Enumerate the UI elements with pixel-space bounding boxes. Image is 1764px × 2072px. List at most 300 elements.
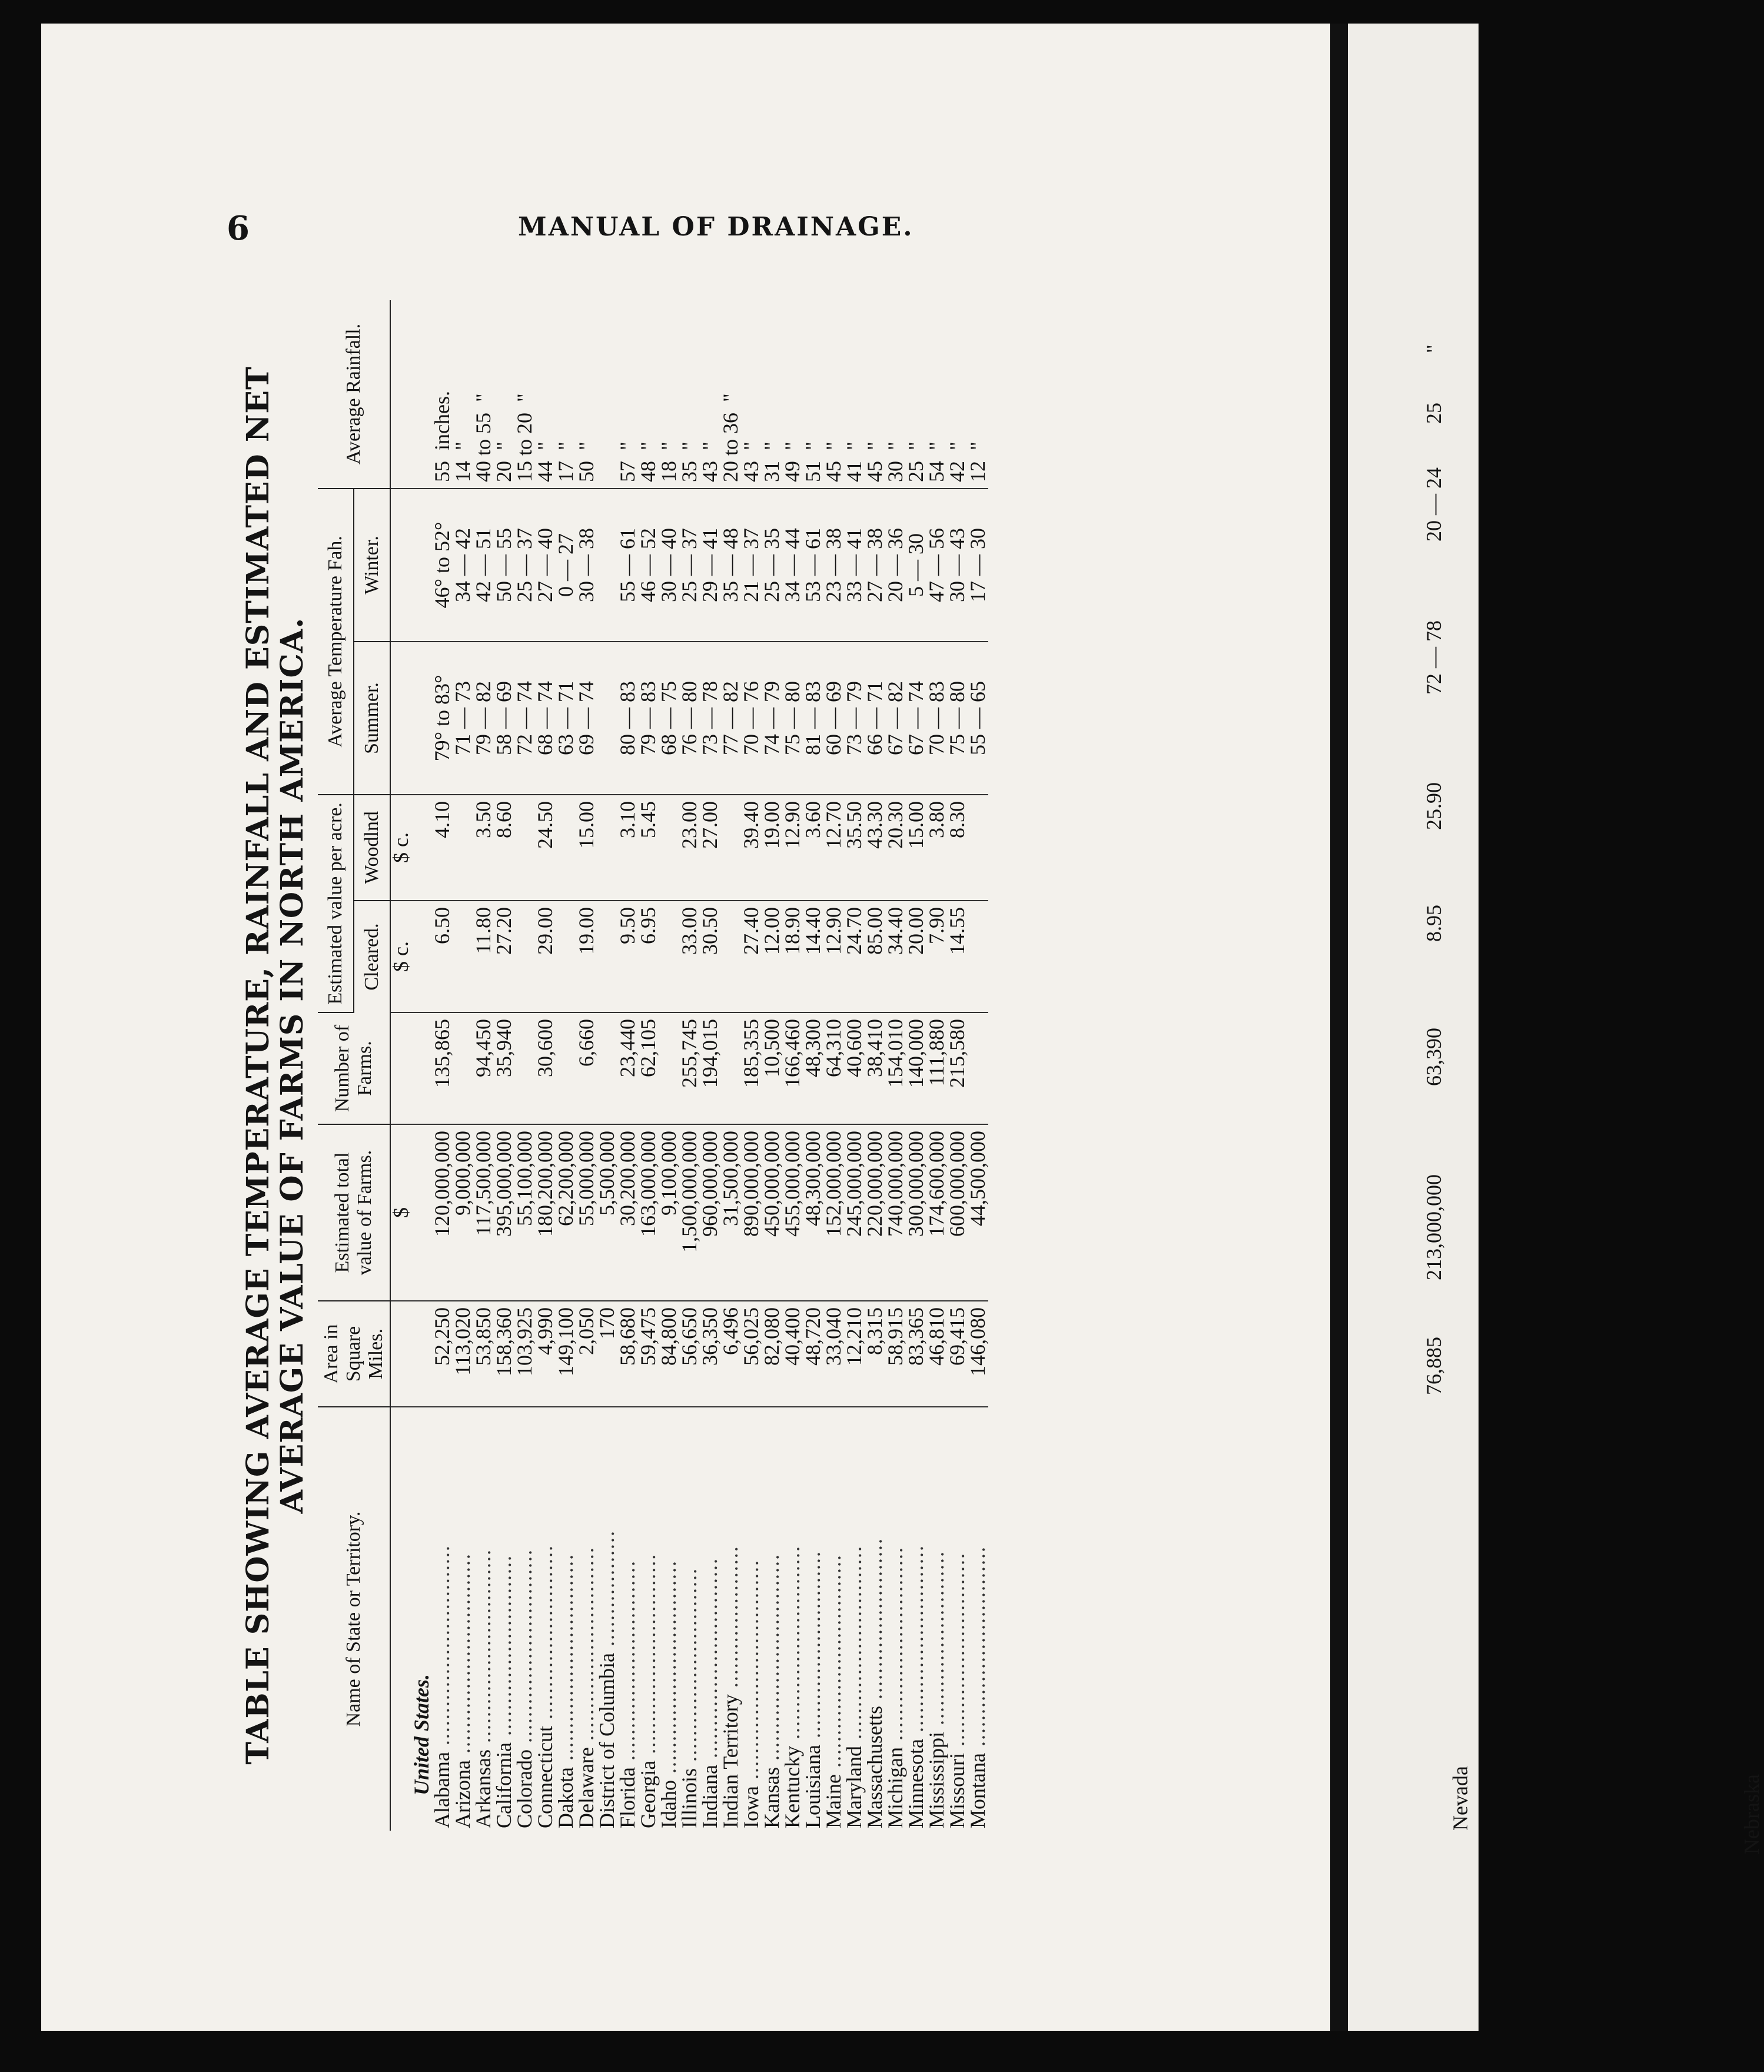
row-area: 56,650 bbox=[679, 1301, 700, 1407]
row-cleared bbox=[968, 901, 988, 1012]
row-name: Colorado .............................. bbox=[513, 1549, 536, 1828]
cont-value: 213,000,000 bbox=[1422, 1174, 1446, 1280]
cont-cleared: 8.95 bbox=[1422, 905, 1446, 942]
rotated-table-block bbox=[241, 300, 1254, 1831]
row-total-value: 245,000,000 bbox=[844, 1124, 865, 1301]
row-farms: 62,105 bbox=[638, 1012, 659, 1124]
row-winter: 30 — 43 bbox=[947, 489, 968, 642]
row-name: Michigan .............................. bbox=[883, 1546, 907, 1828]
row-rainfall: 57" bbox=[617, 300, 638, 489]
row-total-value: 455,000,000 bbox=[782, 1124, 803, 1301]
row-winter: 25 — 35 bbox=[762, 489, 782, 642]
row-cleared: 6.50 bbox=[432, 901, 453, 1012]
row-total-value: 62,200,000 bbox=[556, 1124, 576, 1301]
table-row bbox=[700, 300, 720, 1831]
row-winter: 53 — 61 bbox=[803, 489, 823, 642]
row-total-value: 30,200,000 bbox=[617, 1124, 638, 1301]
row-woodland: 24.50 bbox=[535, 795, 556, 901]
row-woodland bbox=[556, 795, 576, 901]
row-woodland: 23.00 bbox=[679, 795, 700, 901]
row-farms: 10,500 bbox=[762, 1012, 782, 1124]
row-total-value: 55,100,000 bbox=[514, 1124, 535, 1301]
table-row bbox=[782, 300, 803, 1831]
table-row bbox=[803, 300, 823, 1831]
header-summer: Summer. bbox=[354, 642, 390, 795]
row-rainfall: 31" bbox=[762, 300, 782, 489]
row-woodland: 8.30 bbox=[947, 795, 968, 901]
row-total-value: 152,000,000 bbox=[823, 1124, 844, 1301]
row-winter: 30 — 40 bbox=[659, 489, 679, 642]
table-title-line-1: TABLE SHOWING AVERAGE TEMPERATURE, RAINFALL AND ESTIMATED NET bbox=[240, 366, 276, 1765]
row-total-value: 117,500,000 bbox=[473, 1124, 494, 1301]
row-winter: 27 — 40 bbox=[535, 489, 556, 642]
row-name: Arkansas .............................. bbox=[471, 1549, 495, 1828]
table-row bbox=[844, 300, 865, 1831]
row-farms: 30,600 bbox=[535, 1012, 556, 1124]
row-name: Georgia ............................... bbox=[636, 1553, 660, 1828]
cont-name-nebraska: Nebraska bbox=[1740, 1774, 1763, 1854]
row-summer: 66 — 71 bbox=[865, 642, 885, 795]
row-cleared: 85.00 bbox=[865, 901, 885, 1012]
row-rainfall: 15 to 20" bbox=[514, 300, 535, 489]
row-summer: 77 — 82 bbox=[720, 642, 741, 795]
row-name: Montana ............................... bbox=[966, 1546, 989, 1828]
table-row bbox=[926, 300, 947, 1831]
row-farms: 185,355 bbox=[741, 1012, 762, 1124]
header-farms: Number of Farms. bbox=[318, 1012, 390, 1124]
unit-cleared: $ c. bbox=[390, 901, 411, 1012]
row-cleared bbox=[659, 901, 679, 1012]
row-rainfall: 54" bbox=[926, 300, 947, 489]
cont-summer: 72 — 78 bbox=[1422, 620, 1446, 695]
row-area: 36,350 bbox=[700, 1301, 720, 1407]
row-cleared bbox=[556, 901, 576, 1012]
table-row bbox=[659, 300, 679, 1831]
row-name: Iowa .................................. bbox=[739, 1559, 763, 1828]
cont-farms: 63,390 bbox=[1422, 1028, 1446, 1086]
row-winter: 29 — 41 bbox=[700, 489, 720, 642]
row-rainfall: 40 to 55" bbox=[473, 300, 494, 489]
row-winter: 27 — 38 bbox=[865, 489, 885, 642]
row-name: Massachusetts ......................... bbox=[863, 1538, 886, 1828]
row-summer: 73 — 79 bbox=[844, 642, 865, 795]
unit-woodland: $ c. bbox=[390, 795, 411, 901]
page-number: 6 bbox=[227, 209, 250, 248]
row-winter: 46 — 52 bbox=[638, 489, 659, 642]
row-summer: 67 — 74 bbox=[906, 642, 926, 795]
row-area: 52,250 bbox=[432, 1301, 453, 1407]
row-summer: 63 — 71 bbox=[556, 642, 576, 795]
row-summer: 70 — 76 bbox=[741, 642, 762, 795]
row-total-value: 44,500,000 bbox=[968, 1124, 988, 1301]
section-heading: United States. bbox=[410, 1673, 433, 1795]
section-heading-row bbox=[411, 300, 432, 1831]
row-total-value: 300,000,000 bbox=[906, 1124, 926, 1301]
row-winter: 55 — 61 bbox=[617, 489, 638, 642]
row-name: Arizona ............................... bbox=[451, 1553, 474, 1828]
table-row bbox=[968, 300, 988, 1831]
table-row bbox=[617, 300, 638, 1831]
row-woodland bbox=[968, 795, 988, 901]
row-area: 58,915 bbox=[885, 1301, 906, 1407]
row-winter: 30 — 38 bbox=[576, 489, 597, 642]
row-cleared: 9.50 bbox=[617, 901, 638, 1012]
row-rainfall: 20" bbox=[494, 300, 514, 489]
row-woodland bbox=[659, 795, 679, 901]
table-row bbox=[453, 300, 473, 1831]
row-farms bbox=[659, 1012, 679, 1124]
row-woodland: 3.50 bbox=[473, 795, 494, 901]
row-name: Idaho ................................. bbox=[657, 1560, 680, 1828]
row-summer: 58 — 69 bbox=[494, 642, 514, 795]
row-cleared: 27.20 bbox=[494, 901, 514, 1012]
row-woodland: 35.50 bbox=[844, 795, 865, 901]
header-total-value: Estimated total value of Farms. bbox=[318, 1124, 390, 1301]
header-cleared: Cleared. bbox=[354, 901, 390, 1012]
row-name: Kansas ................................ bbox=[760, 1553, 783, 1828]
row-rainfall: 43" bbox=[741, 300, 762, 489]
row-farms bbox=[556, 1012, 576, 1124]
table-row bbox=[947, 300, 968, 1831]
row-total-value: 31,500,000 bbox=[720, 1124, 741, 1301]
row-name: Kentucky .............................. bbox=[780, 1545, 804, 1828]
row-woodland bbox=[720, 795, 741, 901]
row-woodland bbox=[597, 795, 617, 901]
row-total-value: 890,000,000 bbox=[741, 1124, 762, 1301]
row-rainfall: 51" bbox=[803, 300, 823, 489]
row-cleared: 18.90 bbox=[782, 901, 803, 1012]
row-cleared: 34.40 bbox=[885, 901, 906, 1012]
header-temperature: Average Temperature Fah. bbox=[318, 489, 354, 795]
row-rainfall: 55inches. bbox=[432, 300, 453, 489]
row-name: Dakota ................................ bbox=[554, 1553, 577, 1828]
row-farms bbox=[453, 1012, 473, 1124]
row-total-value: 220,000,000 bbox=[865, 1124, 885, 1301]
row-name: Minnesota ............................. bbox=[904, 1545, 928, 1828]
row-farms: 215,580 bbox=[947, 1012, 968, 1124]
row-summer: 72 — 74 bbox=[514, 642, 535, 795]
row-summer bbox=[597, 642, 617, 795]
row-total-value: 9,000,000 bbox=[453, 1124, 473, 1301]
row-rainfall: 49" bbox=[782, 300, 803, 489]
row-name: Indian Territory ...................... bbox=[719, 1545, 742, 1828]
row-name: Mississippi ........................... bbox=[925, 1550, 948, 1828]
row-area: 56,025 bbox=[741, 1301, 762, 1407]
row-cleared: 6.95 bbox=[638, 901, 659, 1012]
row-winter: 34 — 44 bbox=[782, 489, 803, 642]
row-summer: 76 — 80 bbox=[679, 642, 700, 795]
row-cleared: 20.00 bbox=[906, 901, 926, 1012]
row-rainfall: 43" bbox=[700, 300, 720, 489]
row-total-value: 120,000,000 bbox=[432, 1124, 453, 1301]
row-rainfall: 45" bbox=[823, 300, 844, 489]
row-farms: 23,440 bbox=[617, 1012, 638, 1124]
row-cleared: 24.70 bbox=[844, 901, 865, 1012]
row-total-value: 395,000,000 bbox=[494, 1124, 514, 1301]
row-farms: 6,660 bbox=[576, 1012, 597, 1124]
row-area: 69,415 bbox=[947, 1301, 968, 1407]
row-summer: 60 — 69 bbox=[823, 642, 844, 795]
row-farms bbox=[720, 1012, 741, 1124]
row-winter: 34 — 42 bbox=[453, 489, 473, 642]
table-row bbox=[885, 300, 906, 1831]
row-name: Louisiana ............................. bbox=[801, 1550, 825, 1828]
row-cleared bbox=[514, 901, 535, 1012]
row-cleared: 33.00 bbox=[679, 901, 700, 1012]
table-row bbox=[741, 300, 762, 1831]
table-row bbox=[576, 300, 597, 1831]
row-winter: 20 — 36 bbox=[885, 489, 906, 642]
row-farms: 194,015 bbox=[700, 1012, 720, 1124]
row-area: 46,810 bbox=[926, 1301, 947, 1407]
header-rainfall: Average Rainfall. bbox=[318, 300, 390, 489]
row-summer: 74 — 79 bbox=[762, 642, 782, 795]
row-farms bbox=[968, 1012, 988, 1124]
row-winter: 5 — 30 bbox=[906, 489, 926, 642]
row-summer: 81 — 83 bbox=[803, 642, 823, 795]
row-cleared: 29.00 bbox=[535, 901, 556, 1012]
row-area: 84,800 bbox=[659, 1301, 679, 1407]
unit-total-value: $ bbox=[390, 1124, 411, 1301]
row-woodland: 5.45 bbox=[638, 795, 659, 901]
row-rainfall: 41" bbox=[844, 300, 865, 489]
row-area: 8,315 bbox=[865, 1301, 885, 1407]
unit-row bbox=[390, 300, 411, 1831]
row-area: 12,210 bbox=[844, 1301, 865, 1407]
row-cleared: 7.90 bbox=[926, 901, 947, 1012]
row-rainfall: 20 to 36" bbox=[720, 300, 741, 489]
book-gutter bbox=[1330, 24, 1348, 2031]
table-row bbox=[638, 300, 659, 1831]
row-woodland: 27.00 bbox=[700, 795, 720, 901]
row-rainfall: 44" bbox=[535, 300, 556, 489]
row-cleared: 19.00 bbox=[576, 901, 597, 1012]
row-winter: 25 — 37 bbox=[679, 489, 700, 642]
table-row bbox=[432, 300, 453, 1831]
row-winter bbox=[597, 489, 617, 642]
row-total-value: 5,500,000 bbox=[597, 1124, 617, 1301]
row-woodland: 4.10 bbox=[432, 795, 453, 901]
running-head: MANUAL OF DRAINAGE. bbox=[518, 212, 914, 242]
table-row bbox=[823, 300, 844, 1831]
row-woodland: 20.30 bbox=[885, 795, 906, 901]
row-rainfall: 42" bbox=[947, 300, 968, 489]
row-name: Maine ................................. bbox=[822, 1554, 845, 1828]
row-winter: 23 — 38 bbox=[823, 489, 844, 642]
row-cleared bbox=[597, 901, 617, 1012]
table-row bbox=[473, 300, 494, 1831]
row-area: 6,496 bbox=[720, 1301, 741, 1407]
table-row bbox=[762, 300, 782, 1831]
table-title bbox=[241, 300, 318, 1831]
row-rainfall: 50" bbox=[576, 300, 597, 489]
row-summer: 79° to 83° bbox=[432, 642, 453, 795]
row-name: California ............................ bbox=[492, 1555, 516, 1828]
row-summer: 71 — 73 bbox=[453, 642, 473, 795]
row-total-value: 450,000,000 bbox=[762, 1124, 782, 1301]
row-winter: 42 — 51 bbox=[473, 489, 494, 642]
row-farms bbox=[597, 1012, 617, 1124]
header-area: Area in Square Miles. bbox=[318, 1301, 390, 1407]
row-area: 82,080 bbox=[762, 1301, 782, 1407]
data-table bbox=[318, 300, 988, 1831]
row-area: 158,360 bbox=[494, 1301, 514, 1407]
row-total-value: 48,300,000 bbox=[803, 1124, 823, 1301]
row-farms bbox=[514, 1012, 535, 1124]
row-summer: 73 — 78 bbox=[700, 642, 720, 795]
row-farms: 111,880 bbox=[926, 1012, 947, 1124]
row-rainfall: 12" bbox=[968, 300, 988, 489]
row-woodland: 39.40 bbox=[741, 795, 762, 901]
row-farms: 38,410 bbox=[865, 1012, 885, 1124]
row-area: 48,720 bbox=[803, 1301, 823, 1407]
row-woodland: 15.00 bbox=[576, 795, 597, 901]
header-per-acre: Estimated value per acre. bbox=[318, 795, 354, 1012]
row-area: 58,680 bbox=[617, 1301, 638, 1407]
row-farms: 40,600 bbox=[844, 1012, 865, 1124]
row-woodland: 3.60 bbox=[803, 795, 823, 901]
row-name: Maryland .............................. bbox=[842, 1545, 866, 1828]
row-summer: 70 — 83 bbox=[926, 642, 947, 795]
row-summer: 80 — 83 bbox=[617, 642, 638, 795]
row-rainfall: 14" bbox=[453, 300, 473, 489]
header-woodland: Woodlnd bbox=[354, 795, 390, 901]
row-winter: 21 — 37 bbox=[741, 489, 762, 642]
row-farms: 154,010 bbox=[885, 1012, 906, 1124]
row-summer: 68 — 74 bbox=[535, 642, 556, 795]
table-row bbox=[906, 300, 926, 1831]
row-area: 53,850 bbox=[473, 1301, 494, 1407]
row-winter: 25 — 37 bbox=[514, 489, 535, 642]
facing-page-edge bbox=[1348, 24, 1479, 2031]
row-winter: 33 — 41 bbox=[844, 489, 865, 642]
row-winter: 50 — 55 bbox=[494, 489, 514, 642]
row-woodland: 8.60 bbox=[494, 795, 514, 901]
row-rainfall: 45" bbox=[865, 300, 885, 489]
cont-name-nevada: Nevada bbox=[1449, 1766, 1472, 1831]
row-summer: 67 — 82 bbox=[885, 642, 906, 795]
row-rainfall: 25" bbox=[906, 300, 926, 489]
row-cleared: 12.00 bbox=[762, 901, 782, 1012]
row-farms: 255,745 bbox=[679, 1012, 700, 1124]
row-winter: 46° to 52° bbox=[432, 489, 453, 642]
table-row bbox=[720, 300, 741, 1831]
row-woodland: 15.00 bbox=[906, 795, 926, 901]
row-name: Illinois .............................. bbox=[677, 1567, 701, 1828]
table-row bbox=[597, 300, 617, 1831]
row-summer: 79 — 82 bbox=[473, 642, 494, 795]
cont-rain-unit: " bbox=[1422, 344, 1446, 353]
row-farms: 166,460 bbox=[782, 1012, 803, 1124]
row-name: District of Columbia .................. bbox=[595, 1530, 619, 1828]
row-summer: 68 — 75 bbox=[659, 642, 679, 795]
row-name: Florida ............................... bbox=[616, 1560, 639, 1828]
row-cleared: 14.55 bbox=[947, 901, 968, 1012]
row-name: Alabama ............................... bbox=[430, 1545, 454, 1828]
row-rainfall: 17" bbox=[556, 300, 576, 489]
row-cleared: 14.40 bbox=[803, 901, 823, 1012]
row-summer: 79 — 83 bbox=[638, 642, 659, 795]
header-name: Name of State or Territory. bbox=[318, 1407, 390, 1831]
row-area: 149,100 bbox=[556, 1301, 576, 1407]
row-rainfall: 35" bbox=[679, 300, 700, 489]
table-row bbox=[556, 300, 576, 1831]
row-name: Delaware .............................. bbox=[574, 1546, 598, 1828]
row-rainfall bbox=[597, 300, 617, 489]
row-farms: 64,310 bbox=[823, 1012, 844, 1124]
row-name: Missouri .............................. bbox=[945, 1552, 969, 1828]
row-area: 33,040 bbox=[823, 1301, 844, 1407]
row-farms: 94,450 bbox=[473, 1012, 494, 1124]
row-total-value: 960,000,000 bbox=[700, 1124, 720, 1301]
row-summer: 75 — 80 bbox=[782, 642, 803, 795]
row-winter: 35 — 48 bbox=[720, 489, 741, 642]
row-woodland: 3.80 bbox=[926, 795, 947, 901]
row-rainfall: 48" bbox=[638, 300, 659, 489]
row-farms: 35,940 bbox=[494, 1012, 514, 1124]
table-row bbox=[535, 300, 556, 1831]
cont-winter: 20 — 24 bbox=[1422, 467, 1446, 542]
row-total-value: 55,000,000 bbox=[576, 1124, 597, 1301]
row-winter: 47 — 56 bbox=[926, 489, 947, 642]
row-total-value: 740,000,000 bbox=[885, 1124, 906, 1301]
row-woodland bbox=[453, 795, 473, 901]
row-summer: 75 — 80 bbox=[947, 642, 968, 795]
row-woodland: 19.00 bbox=[762, 795, 782, 901]
row-rainfall: 18" bbox=[659, 300, 679, 489]
row-area: 83,365 bbox=[906, 1301, 926, 1407]
row-area: 59,475 bbox=[638, 1301, 659, 1407]
row-area: 4,990 bbox=[535, 1301, 556, 1407]
row-area: 146,080 bbox=[968, 1301, 988, 1407]
cont-wood: 25.90 bbox=[1422, 782, 1446, 830]
cont-rain: 25 bbox=[1422, 403, 1446, 424]
row-winter: 0 — 27 bbox=[556, 489, 576, 642]
row-total-value: 163,000,000 bbox=[638, 1124, 659, 1301]
row-total-value: 9,100,000 bbox=[659, 1124, 679, 1301]
row-woodland: 12.70 bbox=[823, 795, 844, 901]
table-row bbox=[514, 300, 535, 1831]
row-area: 103,925 bbox=[514, 1301, 535, 1407]
row-woodland: 12.90 bbox=[782, 795, 803, 901]
row-total-value: 1,500,000,000 bbox=[679, 1124, 700, 1301]
row-cleared: 11.80 bbox=[473, 901, 494, 1012]
row-area: 2,050 bbox=[576, 1301, 597, 1407]
row-rainfall: 30" bbox=[885, 300, 906, 489]
table-body bbox=[390, 300, 988, 1831]
row-summer: 55 — 65 bbox=[968, 642, 988, 795]
row-total-value: 174,600,000 bbox=[926, 1124, 947, 1301]
row-total-value: 600,000,000 bbox=[947, 1124, 968, 1301]
row-winter: 17 — 30 bbox=[968, 489, 988, 642]
row-farms: 135,865 bbox=[432, 1012, 453, 1124]
row-name: Connecticut ........................... bbox=[533, 1545, 557, 1828]
cont-area: 76,885 bbox=[1422, 1337, 1446, 1395]
row-cleared: 27.40 bbox=[741, 901, 762, 1012]
row-woodland: 3.10 bbox=[617, 795, 638, 901]
row-cleared: 30.50 bbox=[700, 901, 720, 1012]
row-area: 40,400 bbox=[782, 1301, 803, 1407]
row-summer: 69 — 74 bbox=[576, 642, 597, 795]
table-row bbox=[865, 300, 885, 1831]
row-woodland: 43.30 bbox=[865, 795, 885, 901]
table-row bbox=[494, 300, 514, 1831]
row-cleared: 12.90 bbox=[823, 901, 844, 1012]
row-name: Indiana ............................... bbox=[698, 1558, 722, 1828]
table-title-line-2: AVERAGE VALUE OF FARMS IN NORTH AMERICA. bbox=[274, 617, 310, 1514]
row-woodland bbox=[514, 795, 535, 901]
table-row bbox=[679, 300, 700, 1831]
